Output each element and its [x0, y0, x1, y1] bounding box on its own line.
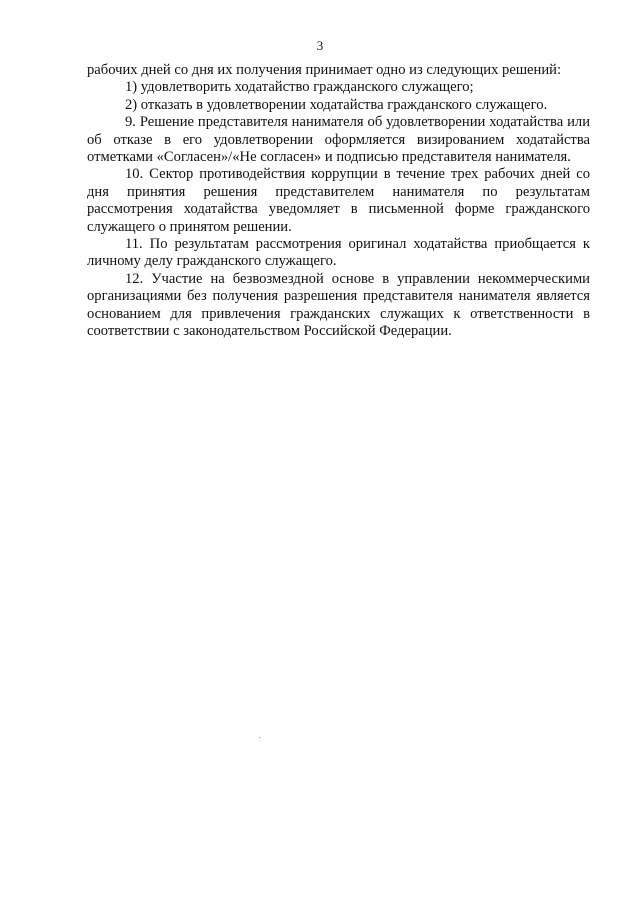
paragraph-item-10: 10. Сектор противодействия коррупции в течение трех рабочих дней со дня принятия решения представителем нанимателя по результатам рассмотрения ходатайства уведомляет в письменной форме гражданского служащего о принятом решении.	[87, 166, 590, 235]
paragraph-option-1: 1) удовлетворить ходатайство гражданского служащего;	[125, 79, 474, 96]
scan-speck	[259, 737, 260, 738]
paragraph-option-2: 2) отказать в удовлетворении ходатайства гражданского служащего.	[125, 96, 548, 113]
paragraph-item-11: 11. По результатам рассмотрения оригинал ходатайства приобщается к личному делу гражданского служащего.	[87, 236, 590, 270]
paragraph-item-9: 9. Решение представителя нанимателя об удовлетворении ходатайства или об отказе в его удовлетворении оформляется визированием ходатайства отметками «Согласен»/«Не согласен» и подписью представителя нанимателя.	[87, 114, 590, 166]
paragraph-item-12: 12. Участие на безвозмездной основе в управлении некоммерческими организациями без получения разрешения представителя нанимателя является основанием для привлечения гражданских служащих к ответственности в соответствии с законодательством Российской Федерации.	[87, 270, 590, 340]
document-body	[87, 62, 590, 341]
page-number: 3	[316, 38, 324, 53]
paragraph-continuation: рабочих дней со дня их получения принимает одно из следующих решений:	[87, 62, 562, 78]
